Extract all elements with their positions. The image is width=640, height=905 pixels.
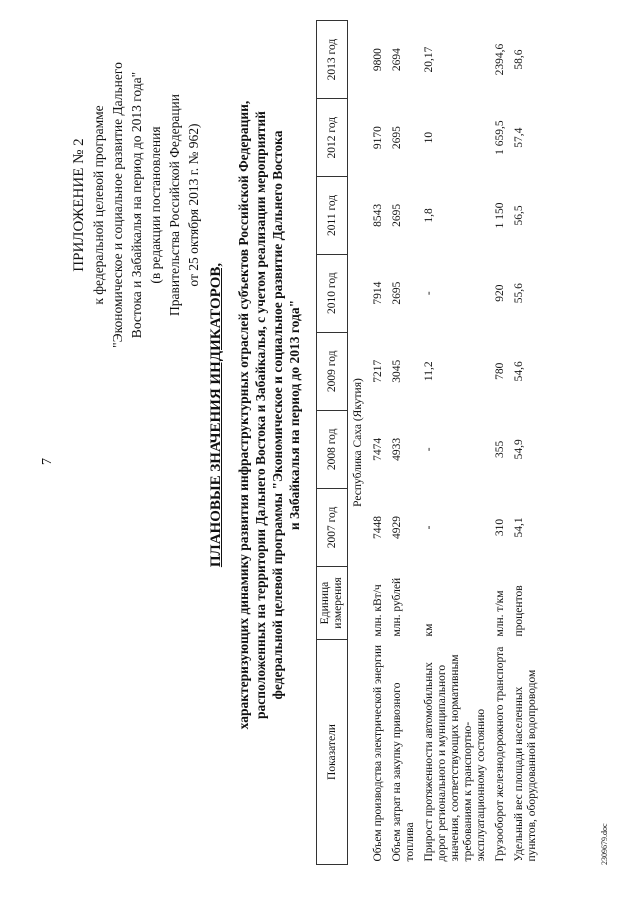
indicator-name: Удельный вес площади населенных пунктов, оборудованной водопроводом [513,669,538,862]
appendix-line: Правительства Российской Федерации [167,94,182,316]
value-cell: 355 [494,440,506,458]
value-cell: 54,9 [513,439,525,460]
appendix-line: от 25 октября 2013 г. № 962) [186,123,201,287]
value-cell: 7448 [372,515,384,539]
region-name: Республика Саха (Якутия) [352,378,364,507]
header-year: 2008 год [317,410,348,488]
value-cell: 9800 [372,48,384,72]
value-cell: 2695 [391,281,403,305]
value-cell: 10 [423,131,435,144]
header-year: 2012 год [317,99,348,177]
value-cell: 7217 [372,359,384,383]
table-header-row [317,21,348,865]
value-cell: - [423,291,435,296]
indicator-unit: км [423,623,435,637]
value-cell: 4929 [391,515,403,539]
value-cell: 3045 [391,359,403,383]
value-cell: 9170 [372,126,384,150]
header-unit: Единица измерения [317,567,348,640]
file-footer: 2309679.doc [600,823,609,865]
appendix-line: Востока и Забайкалья на период до 2013 года" [129,71,144,339]
indicator-unit: процентов [513,585,525,637]
value-cell: 8543 [372,203,384,227]
table-row [388,21,420,865]
heading-line: расположенных на территории Дальнего Востока и Забайкалья, с учетом реализации мероприятий [253,111,268,719]
appendix-line: "Экономическое и социальное развитие Дальнего [110,62,125,348]
value-cell: 2394,6 [494,43,506,76]
indicator-name: Грузооборот железнодорожного транспорта [494,646,506,862]
heading-line: федеральной целевой программы "Экономическое и социальное развитие Дальнего Востока [270,130,285,700]
value-cell: - [423,525,435,530]
value-cell: 7474 [372,437,384,461]
value-cell: 1 659,5 [494,120,506,155]
value-cell: 920 [494,284,506,302]
value-cell: 310 [494,518,506,537]
page-number: 7 [40,458,55,465]
appendix-block [70,25,203,385]
value-cell: - [423,447,435,452]
value-cell: 58,6 [513,49,525,70]
heading-line: характеризующих динамику развития инфраструктурных отраслей субъектов Российской Федерации, [236,100,251,730]
header-year: 2009 год [317,332,348,410]
indicator-name: Прирост протяженности автомобильных дорог регионального и муниципального значения, соответствующих нормативным требованиям к транспортно-эксплуатационному состоянию [423,654,487,862]
appendix-line: (в редакции постановления [148,126,163,284]
table-row [491,21,510,865]
header-year: 2011 год [317,177,348,254]
heading-title: ПЛАНОВЫЕ ЗНАЧЕНИЯ ИНДИКАТОРОВ, [208,262,224,568]
heading-line: и Забайкалья на период до 2013 года" [287,299,302,531]
appendix-line: к федеральной целевой программе [91,105,106,305]
header-indicator: Показатели [317,640,348,865]
indicator-name: Объем затрат на закупку привозного топлива [391,682,416,862]
indicators-table [316,20,542,865]
indicator-unit: млн. кВт/ч [372,584,384,637]
value-cell: 780 [494,362,506,380]
header-year: 2013 год [317,21,348,99]
value-cell: 1 150 [494,202,506,229]
document-heading [208,55,303,775]
value-cell: 54,1 [513,517,525,538]
header-year: 2010 год [317,254,348,332]
header-year: 2007 год [317,488,348,566]
value-cell: 2695 [391,126,403,150]
value-cell: 56,5 [513,205,525,226]
value-cell: 54,6 [513,361,525,382]
value-cell: 20,17 [423,46,435,73]
value-cell: 57,4 [513,127,525,148]
value-cell: 1,8 [423,208,435,223]
region-row [348,21,370,865]
value-cell: 11,2 [423,361,435,382]
table-row [420,21,491,865]
indicator-unit: млн. т/км [494,590,506,637]
value-cell: 7914 [372,281,384,305]
indicator-unit: млн. рублей [391,577,403,637]
value-cell: 4933 [391,437,403,461]
table-row [369,21,388,865]
table-row [510,21,542,865]
value-cell: 2695 [391,203,403,227]
appendix-title: ПРИЛОЖЕНИЕ № 2 [71,138,87,272]
value-cell: 55,6 [513,283,525,304]
value-cell: 2694 [391,48,403,72]
indicator-name: Объем производства электрической энергии [372,644,384,862]
